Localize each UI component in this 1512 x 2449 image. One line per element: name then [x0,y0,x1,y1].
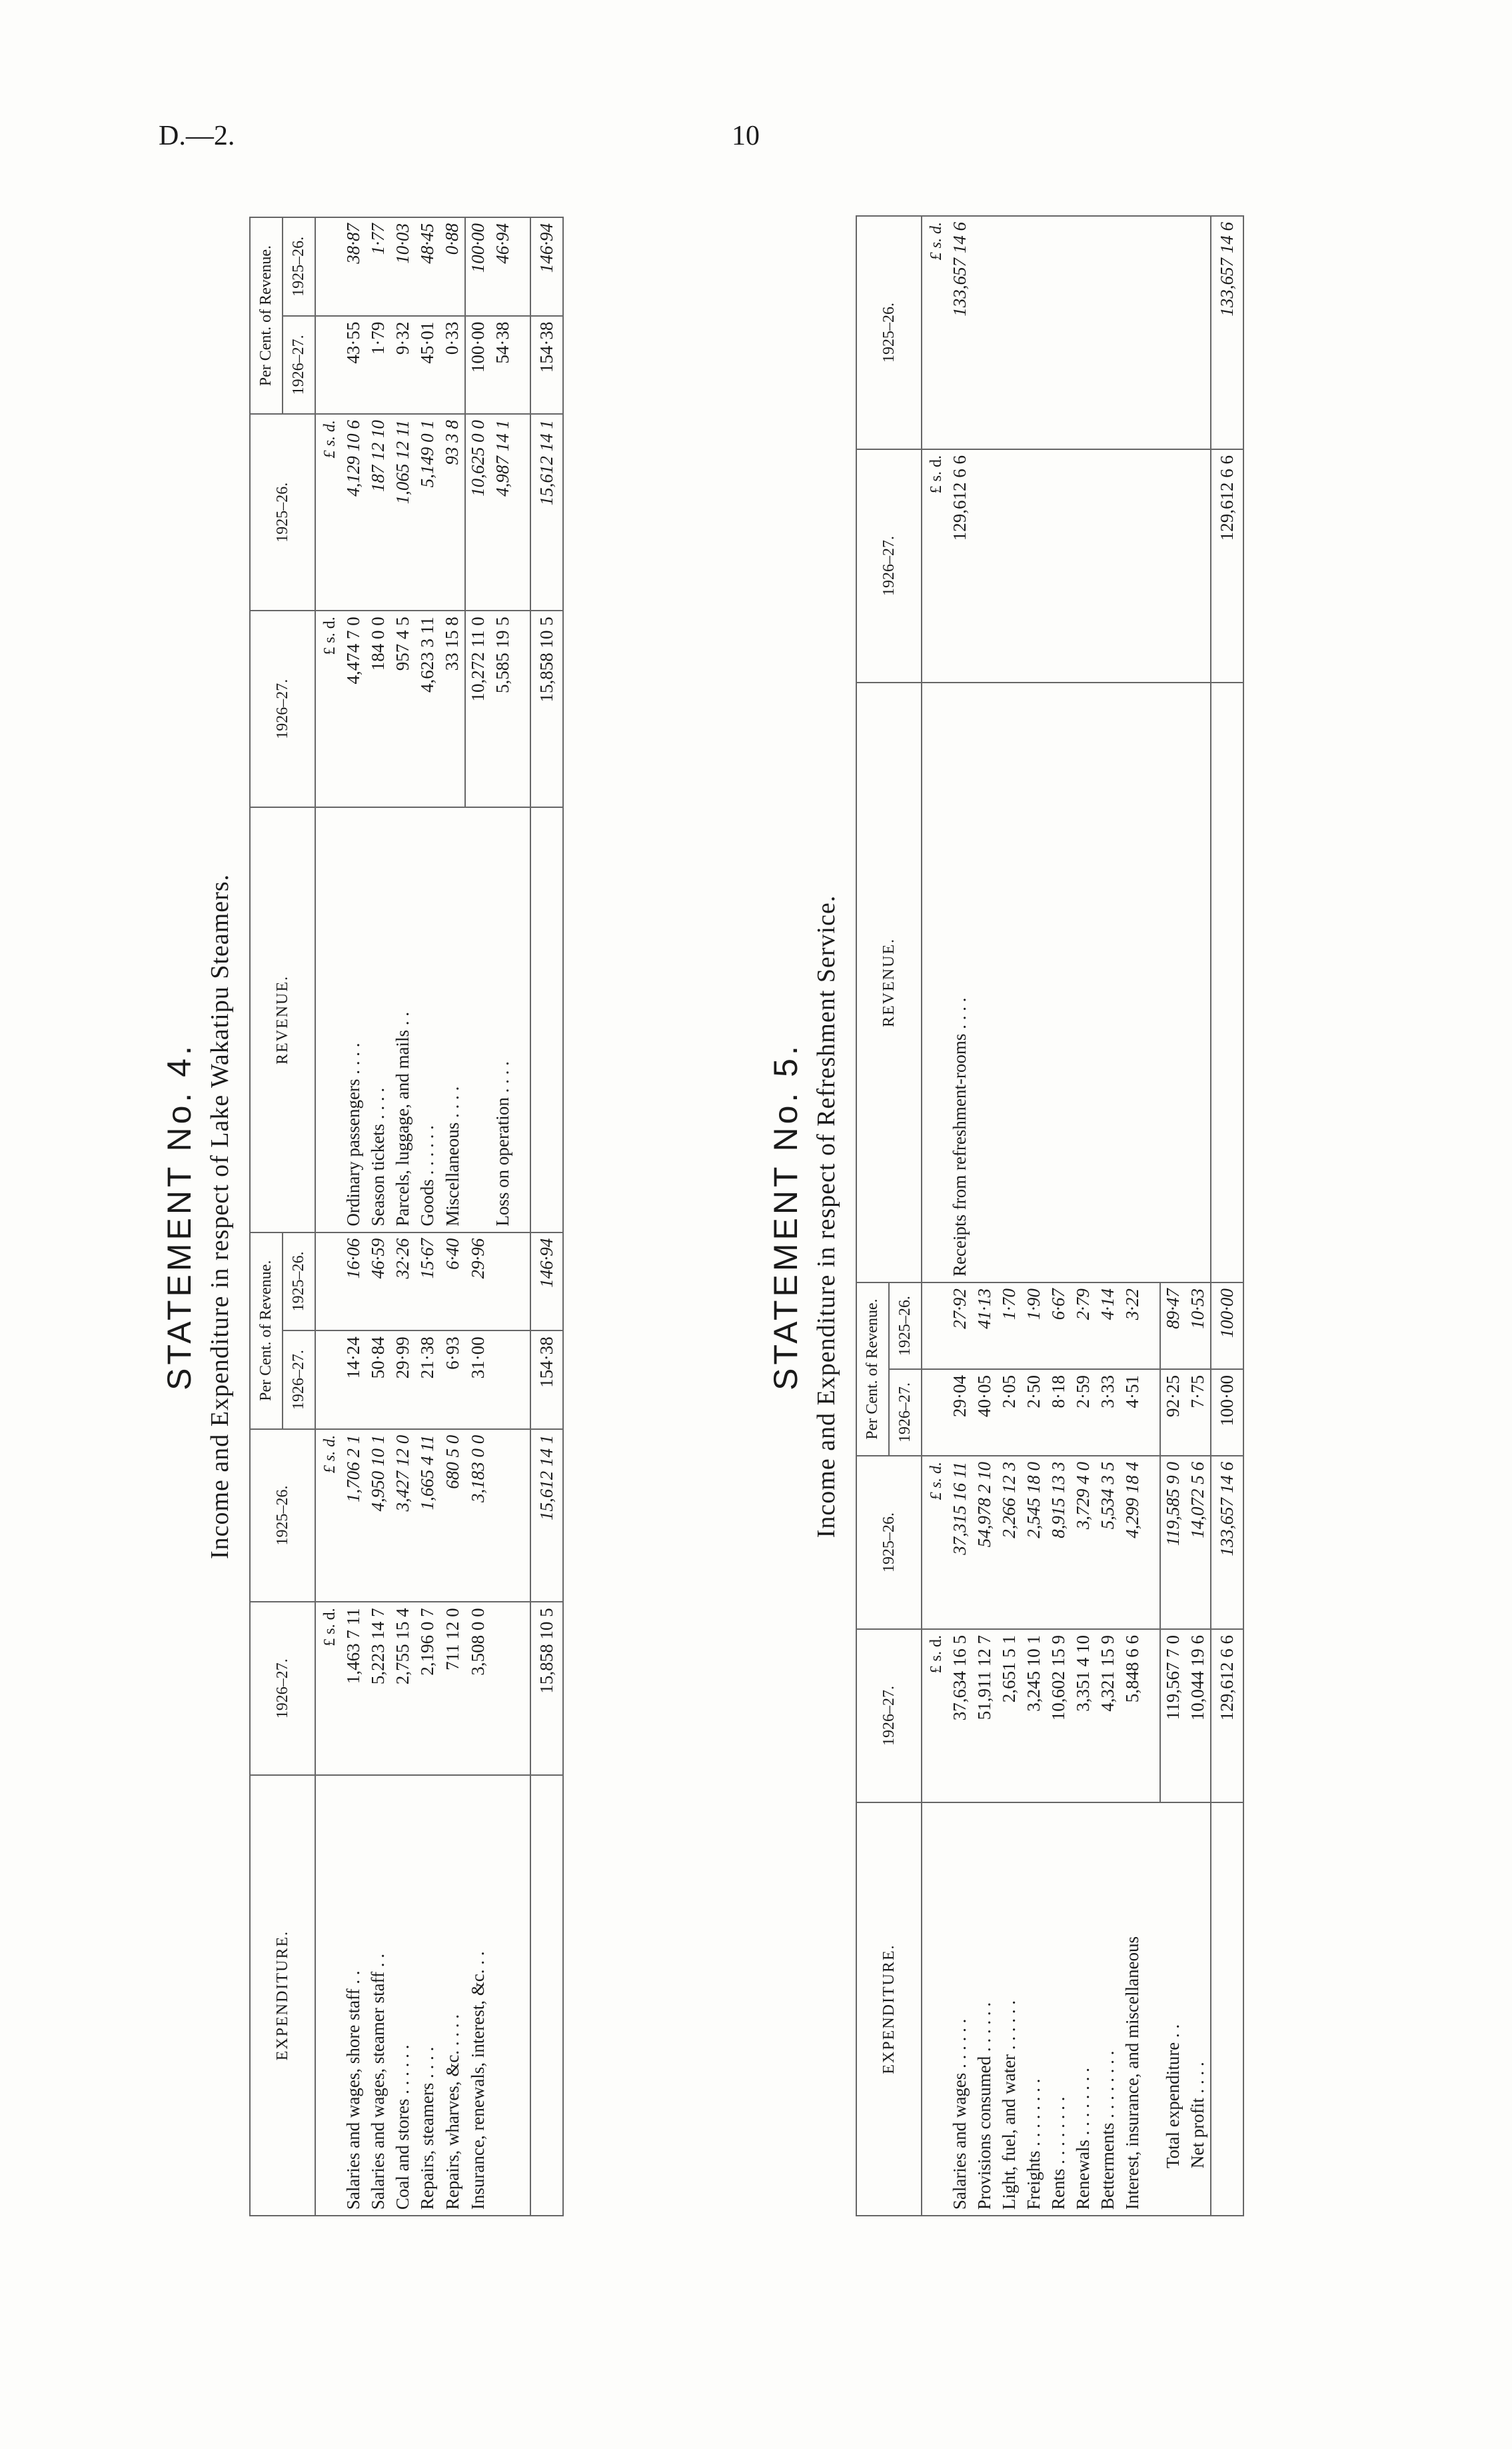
table-row: Light, fuel, and water . . . . . . 2,651 5 1 2,266 12 3 2·05 1·70 [997,216,1022,2216]
statement-5-title: STATEMENT No. 5. [767,1043,804,1390]
header-exp-percent: Per Cent. of Revenue. [856,1282,889,1456]
table-row: Insurance, renewals, interest, &c. . . 3,508 0 0 3,183 0 0 31·00 29·96 10,272 11 0 10,625 0 0 100·00 100·00 [465,217,490,2216]
table-row: Provisions consumed . . . . . . 51,911 12 7 54,978 2 10 40·05 41·13 [972,216,997,2216]
statement-5 [766,217,1459,2216]
unit-lsd: £ s. d. [922,1629,948,1802]
header-rev-1926: 1926–27. [856,449,922,683]
table-row: Interest, insurance, and miscellaneous 5,848 6 6 4,299 18 4 4·51 3·22 [1120,216,1145,2216]
header-exp-pct-1925: 1925–26. [889,1282,922,1369]
table-row: Repairs, wharves, &c. . . . . 711 12 0 680 5 0 6·93 6·40 Miscellaneous . . . . 33 15 8 93 3 8 0·33 0·88 [440,217,465,2216]
statement-5-table [856,215,1244,2216]
table-row: Rents . . . . . . . . 10,602 15 9 8,915 13 3 8·18 6·67 [1046,216,1071,2216]
table-row: Coal and stores . . . . . . 2,755 15 4 3,427 12 0 29·99 32·26 Parcels, luggage, and mails . . 957 4 5 1,065 12 11 9·32 10·03 [390,217,415,2216]
unit-lsd: £ s. d. [315,611,341,807]
totals-row: 129,612 6 6 133,657 14 6 100·00 100·00 129,612 6 6 133,657 14 6 [1211,216,1243,2216]
header-exp-percent: Per Cent. of Revenue. [250,1232,283,1429]
table-row: Salaries and wages . . . . . . 37,634 16 5 37,315 16 11 29·04 27·92 Receipts from refreshment-rooms . . . . 129,612 6 6 133,657 14 6 [948,216,972,2216]
header-expenditure: EXPENDITURE. [856,1802,922,2216]
header-exp-1925: 1925–26. [856,1456,922,1629]
totals-row: 15,858 10 5 15,612 14 1 154·38 146·94 15,858 10 5 15,612 14 1 154·38 146·94 [530,217,563,2216]
header-exp-1926: 1926–27. [250,1602,315,1775]
header-expenditure: EXPENDITURE. [250,1775,315,2216]
header-rev-percent: Per Cent. of Revenue. [250,217,283,414]
header-exp-1926: 1926–27. [856,1629,922,1802]
unit-lsd: £ s. d. [922,1456,948,1629]
loss-on-operation: Loss on operation . . . . [490,807,515,1232]
table-row: Freights . . . . . . . . 3,245 10 1 2,545 18 0 2·50 1·90 [1022,216,1046,2216]
header-rev-1925: 1925–26. [250,414,315,611]
header-revenue: REVENUE. [856,683,922,1282]
statement-4-subtitle: Income and Expenditure in respect of Lake Wakatipu Steamers. [206,873,234,1560]
revenue-subtotal-1926: 10,272 11 0 [465,611,490,807]
header-exp-pct-1926: 1926–27. [889,1369,922,1456]
table-row: Salaries and wages, steamer staff . . 5,223 14 7 4,950 10 1 50·84 46·59 Season tickets . . . . 184 0 0 187 12 10 1·79 1·77 [366,217,390,2216]
document-code: D.—2. [159,121,235,151]
unit-lsd: £ s. d. [315,1429,341,1602]
revenue-subtotal-1925: 10,625 0 0 [465,414,490,611]
header-rev-pct-1926: 1926–27. [283,316,315,415]
table-row: Salaries and wages, shore staff . . 1,463 7 11 1,706 2 1 14·24 16·06 Ordinary passengers . . . . 4,474 7 0 4,129 10 6 43·55 38·87 [341,217,366,2216]
table-row: Renewals . . . . . . . . 3,351 4 10 3,729 4 0 2·59 2·79 [1071,216,1096,2216]
header-exp-1925: 1925–26. [250,1429,315,1602]
table-row: Loss on operation . . . . 5,585 19 5 4,987 14 1 54·38 46·94 [490,217,515,2216]
table-row: Repairs, steamers . . . . 2,196 0 7 1,665 4 11 21·38 15·67 Goods . . . . . . 4,623 3 11 5,149 0 1 45·01 48·45 [415,217,440,2216]
page-number: 10 [732,121,760,151]
unit-lsd: £ s. d. [922,216,948,449]
header-revenue: REVENUE. [250,807,315,1232]
statement-4-table [249,217,564,2216]
header-rev-1926: 1926–27. [250,611,315,807]
table-row: Betterments . . . . . . . . 4,321 15 9 5,534 3 5 3·33 4·14 [1096,216,1120,2216]
unit-lsd: £ s. d. [315,414,341,611]
statement-5-subtitle: Income and Expenditure in respect of Refreshment Service. [812,895,840,1538]
unit-lsd: £ s. d. [315,1602,341,1775]
statement-4 [160,217,706,2216]
net-profit-row: Net profit . . . . 10,044 19 6 14,072 5 6 7·75 10·53 [1185,216,1211,2216]
header-rev-pct-1925: 1925–26. [283,217,315,316]
statement-4-title: STATEMENT No. 4. [161,1043,198,1390]
total-expenditure-row: Total expenditure . . 119,567 7 0 119,585 9 0 92·25 89·47 [1160,216,1185,2216]
unit-lsd: £ s. d. [922,449,948,683]
header-exp-pct-1926: 1926–27. [283,1330,315,1429]
header-exp-pct-1925: 1925–26. [283,1232,315,1331]
header-rev-1925: 1925–26. [856,216,922,449]
